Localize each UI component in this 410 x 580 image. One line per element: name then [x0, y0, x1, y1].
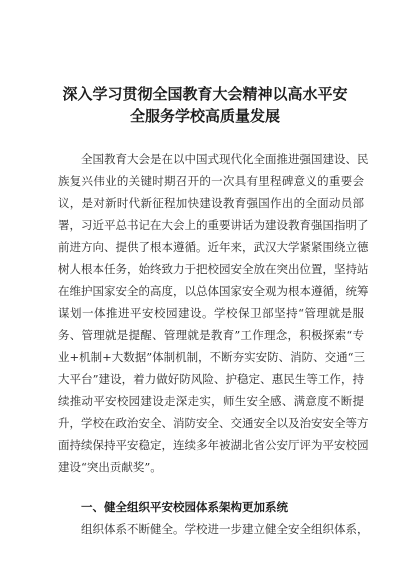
paragraph-line: 署，习近平总书记在大会上的重要讲话为建设教育强国指明了	[58, 218, 369, 232]
paragraph-line: 续推动平安校园建设走深走实，师生安全感、满意度不断提	[58, 394, 364, 408]
paragraph-line: 大平台”建设，着力做好防风险、护稳定、惠民生等工作，持	[58, 372, 364, 386]
paragraph-line: 在维护国家安全的高度，以总体国家安全观为根本遵循，统筹	[58, 284, 369, 298]
document-title-line-2: 全服务学校高质量发展	[129, 107, 280, 125]
section-heading-1: 一、健全组织平安校园体系架构更加系统	[81, 500, 288, 514]
body-paragraph-2	[58, 518, 369, 540]
paragraph-line: 业+机制+大数据”体制机制，不断夯实安防、消防、交通“三	[58, 350, 366, 364]
paragraph-line: 族复兴伟业的关键时期召开的一次具有里程碑意义的重要会	[58, 174, 364, 188]
paragraph-line: 面持续保持平安稳定，连续多年被湖北省公安厅评为平安校园	[58, 438, 369, 452]
paragraph-line: 建设“突出贡献奖”。	[58, 460, 162, 474]
paragraph-line: 升，学校在政治安全、消防安全、交通安全以及治安安全等方	[58, 416, 369, 430]
paragraph-line: 前进方向、提供了根本遵循。近年来，武汉大学紧紧围绕立德	[58, 240, 369, 254]
paragraph-line: 树人根本任务，始终致力于把校园安全放在突出位置，坚持站	[58, 262, 369, 276]
paragraph-line: 议，是对新时代新征程加快建设教育强国作出的全面动员部	[58, 196, 364, 210]
paragraph-line: 谋划一体推进平安校园建设。学校保卫部坚持“管理就是服	[58, 306, 364, 320]
body-paragraph-1	[58, 148, 369, 478]
paragraph-line: 组织体系不断健全。学校进一步建立健全安全组织体系，	[81, 522, 369, 536]
paragraph-line: 全国教育大会是在以中国式现代化全面推进强国建设、民	[81, 152, 369, 166]
document-title-line-1: 深入学习贯彻全国教育大会精神以高水平安	[62, 85, 348, 103]
paragraph-line: 务、管理就是提醒、管理就是教育”工作理念，积极探索“专	[58, 328, 364, 342]
